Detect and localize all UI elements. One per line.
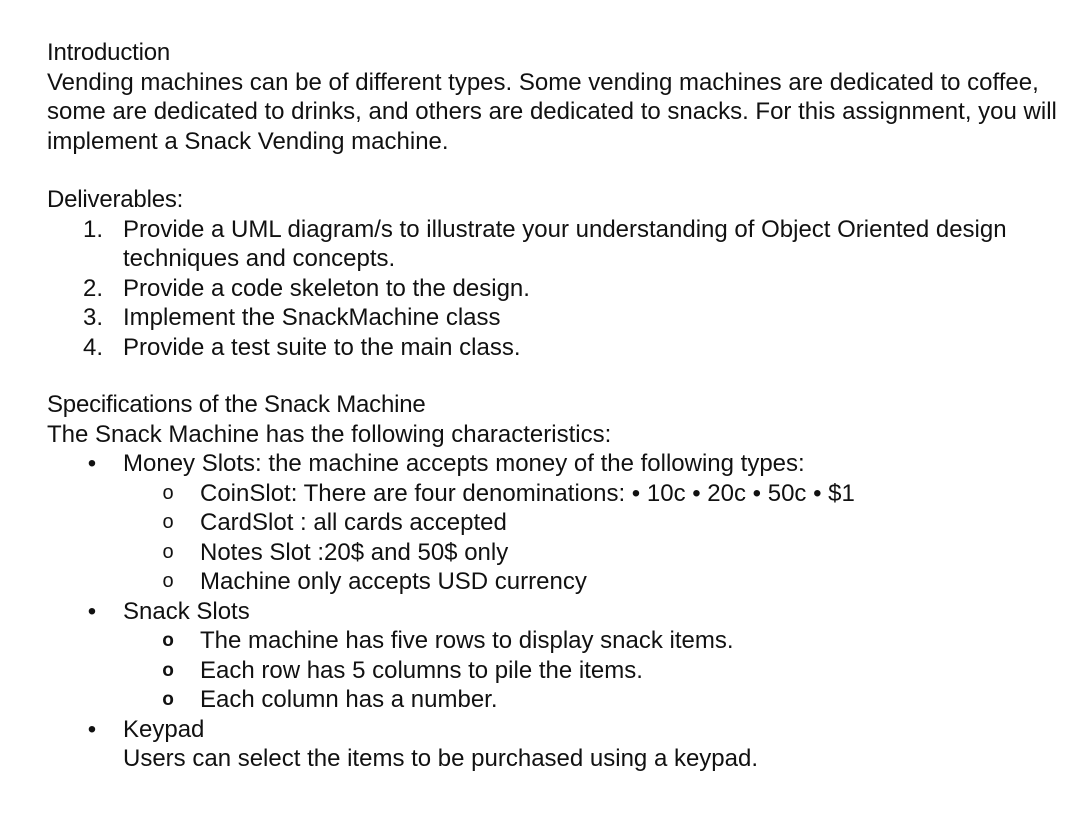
snack-slots-label: Snack Slots [123,597,250,625]
money-slot-subitem [47,567,1057,597]
snack-slot-subitem [47,656,1057,686]
deliverable-item [47,303,1057,333]
introduction-section [47,38,1057,156]
deliverable-text: Provide a code skeleton to the design. [123,274,530,302]
money-slot-subitem [47,508,1057,538]
sub-bullet-icon: o [162,689,174,710]
money-slot-subitem [47,479,1057,509]
sub-bullet-icon: o [162,659,174,681]
deliverable-item [47,333,1057,363]
bullet-snack-slots [47,597,1057,627]
bullet-icon: • [87,715,97,743]
deliverable-text: Provide a UML diagram/s to illustrate your understanding of Object Oriented design techniques and concepts. [123,215,1007,272]
snack-slot-subitem [47,626,1057,656]
keypad-description: Users can select the items to be purchased using a keypad. [123,745,759,772]
sub-bullet-icon: o [162,630,174,651]
deliverable-text: Implement the SnackMachine class [123,304,501,331]
bullet-icon: • [87,597,97,625]
bullet-keypad [47,715,1057,745]
money-slots-label: Money Slots: [123,450,262,477]
deliverable-text: Provide a test suite to the main class. [123,333,521,361]
deliverable-number: 2. [83,274,104,302]
keypad-label: Keypad [123,715,205,743]
deliverable-number: 3. [83,304,104,331]
sub-bullet-icon: o [162,511,174,533]
deliverables-section [47,185,1057,362]
deliverable-item [47,215,1057,274]
deliverables-list [47,215,1057,363]
specifications-section [47,390,1057,774]
money-slot-text: CardSlot : all cards accepted [200,509,507,536]
money-slot-text: CoinSlot: There are four denominations: • 10c • 20c • 50c • $1 [200,479,855,507]
bullet-icon: • [87,450,97,477]
sub-bullet-icon: o [162,540,174,563]
snack-slot-text: The machine has five rows to display snack items. [200,627,734,654]
specifications-heading: Specifications of the Snack Machine [47,391,426,418]
snack-slot-subitem [47,685,1057,715]
snack-slot-text: Each row has 5 columns to pile the items. [200,656,643,684]
bullet-money-slots [47,449,1057,479]
deliverable-number: 4. [83,333,104,361]
money-slot-text: Machine only accepts USD currency [200,568,587,595]
deliverable-item [47,274,1057,304]
money-slot-text: Notes Slot :20$ and 50$ only [200,538,509,566]
introduction-paragraph: Vending machines can be of different types. Some vending machines are dedicated to coffee, some are dedicated to drinks, and others are dedicated to snacks. For this assignment, you will implement a Snack Vending machine. [47,68,1057,155]
specifications-intro: The Snack Machine has the following characteristics: [47,420,612,448]
introduction-heading: Introduction [47,39,171,66]
money-slots-text: the machine accepts money of the following types: [261,450,805,477]
deliverables-heading: Deliverables: [47,186,184,213]
sub-bullet-icon: o [162,570,174,592]
snack-slot-text: Each column has a number. [200,686,498,713]
sub-bullet-icon: o [162,481,174,504]
money-slot-subitem [47,538,1057,568]
deliverable-number: 1. [83,215,104,243]
